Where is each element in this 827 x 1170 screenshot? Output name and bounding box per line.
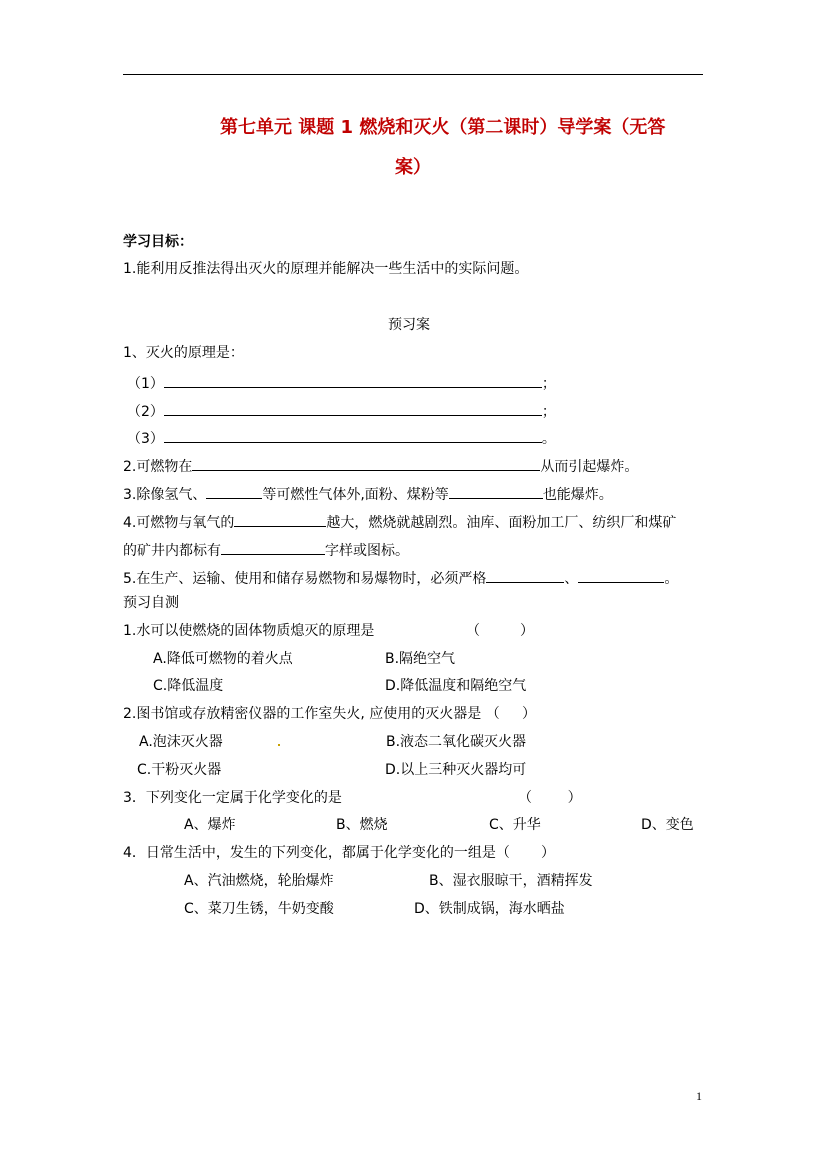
- answer-blank[interactable]: [449, 485, 543, 499]
- stray-dot: [278, 744, 280, 746]
- mc4-option-a[interactable]: A、汽油燃烧，轮胎爆炸: [184, 873, 334, 889]
- question-4-before: 4.可燃物与氧气的: [123, 515, 235, 531]
- question-2: [123, 457, 638, 474]
- answer-blank[interactable]: [578, 569, 664, 583]
- question-3: [123, 485, 613, 502]
- page-number: 1: [696, 1089, 702, 1103]
- question-5-after: 。: [664, 571, 679, 587]
- question-1-item-1: [127, 374, 556, 391]
- mc2-option-a[interactable]: A.泡沫灭火器: [139, 734, 223, 750]
- mc3-option-b[interactable]: B、燃烧: [336, 817, 388, 833]
- question-4: [123, 513, 676, 530]
- question-1: 1、灭火的原理是：: [123, 345, 244, 361]
- item-label: （2）: [127, 404, 164, 420]
- self-test-heading: 预习自测: [123, 595, 179, 611]
- mc2-option-b[interactable]: B.液态二氧化碳灭火器: [386, 734, 527, 750]
- answer-blank[interactable]: [164, 429, 542, 443]
- question-2-before: 2.可燃物在: [123, 459, 193, 475]
- answer-blank[interactable]: [234, 513, 326, 527]
- mc1-option-d[interactable]: D.降低温度和隔绝空气: [385, 678, 527, 694]
- mc4-option-c[interactable]: C、菜刀生锈，牛奶变酸: [184, 901, 334, 917]
- objectives-heading: 学习目标：: [123, 234, 193, 250]
- title-line-1: 第七单元 课题 1 燃烧和灭火（第二课时）导学案（无答: [220, 117, 666, 138]
- question-4b-before: 的矿井内都标有: [123, 543, 221, 559]
- mc1-answer-paren: （ ）: [466, 623, 535, 639]
- question-3-after: 也能爆炸。: [542, 487, 613, 503]
- mc1-stem: 1.水可以使燃烧的固体物质熄灭的原理是: [123, 623, 375, 639]
- answer-blank[interactable]: [206, 485, 262, 499]
- preview-heading: 预习案: [388, 317, 430, 333]
- mc4-option-d[interactable]: D、铁制成锅，海水晒盐: [414, 901, 565, 917]
- question-4b-after: 字样或图标。: [325, 543, 409, 559]
- mc2-option-c[interactable]: C.干粉灭火器: [137, 762, 222, 778]
- item-label: （3）: [127, 431, 164, 447]
- question-4-after: 越大，燃烧就越剧烈。油库、面粉加工厂、纺织厂和煤矿: [326, 515, 677, 531]
- answer-blank[interactable]: [221, 541, 325, 555]
- question-2-after: 从而引起爆炸。: [540, 459, 639, 475]
- mc3-option-d[interactable]: D、变色: [641, 817, 694, 833]
- mc3-stem: 3．下列变化一定属于化学变化的是: [123, 790, 342, 806]
- mc2-option-d[interactable]: D.以上三种灭火器均可: [385, 762, 527, 778]
- item-end: 。: [541, 431, 556, 447]
- question-5-middle: 、: [564, 571, 579, 587]
- mc4-option-b[interactable]: B、湿衣服晾干，酒精挥发: [429, 873, 593, 889]
- item-end: ；: [541, 376, 556, 392]
- question-5: [123, 569, 678, 586]
- question-1-item-2: [127, 402, 556, 419]
- question-4-continued: [123, 541, 409, 558]
- question-1-item-3: [127, 429, 556, 446]
- mc4-stem: 4．日常生活中，发生的下列变化，都属于化学变化的一组是（ ）: [123, 845, 556, 861]
- mc1-option-a[interactable]: A.降低可燃物的着火点: [153, 651, 293, 667]
- objective-1: 1.能利用反推法得出灭火的原理并能解决一些生活中的实际问题。: [123, 261, 529, 277]
- answer-blank[interactable]: [486, 569, 564, 583]
- mc1-option-b[interactable]: B.隔绝空气: [385, 651, 456, 667]
- mc1-option-c[interactable]: C.降低温度: [153, 678, 224, 694]
- item-label: （1）: [127, 376, 164, 392]
- header-rule: [123, 74, 703, 75]
- question-5-before: 5.在生产、运输、使用和储存易燃物和易爆物时，必须严格: [123, 571, 487, 587]
- question-3-middle: 等可燃性气体外,面粉、煤粉等: [262, 487, 449, 503]
- mc3-answer-paren: （ ）: [518, 790, 582, 806]
- answer-blank[interactable]: [164, 374, 542, 388]
- mc3-option-a[interactable]: A、爆炸: [184, 817, 236, 833]
- mc2-stem: 2.图书馆或存放精密仪器的工作室失火, 应使用的灭火器是 （ ）: [123, 706, 536, 722]
- question-3-before: 3.除像氢气、: [123, 487, 207, 503]
- answer-blank[interactable]: [192, 457, 540, 471]
- mc3-option-c[interactable]: C、升华: [489, 817, 541, 833]
- title-line-2: 案）: [395, 157, 431, 178]
- item-end: ；: [541, 404, 556, 420]
- answer-blank[interactable]: [164, 402, 542, 416]
